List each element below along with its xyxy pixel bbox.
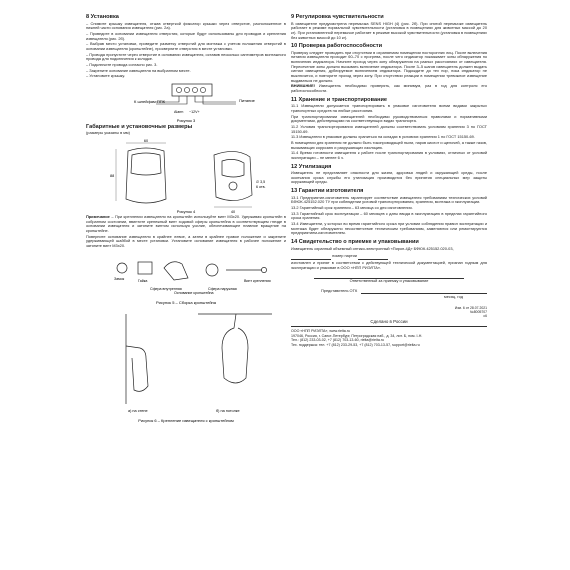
fig4-dim-60: 60 (143, 139, 149, 144)
warning-text: Извещатель необходимо проверять, как минимум, раз в год для контроля его работоспособности. (291, 83, 487, 94)
fig4-dim-6: 6 отв. (256, 185, 266, 190)
fig3-label-alarm: Alarm (174, 109, 184, 114)
section-8-step-4: – Проводa пропустите через отверстие в основании извещателя, оставив несколько сантиметров монтажного провода для подключения к колодке. (86, 51, 286, 62)
fig5-label-nut: Гайка (138, 278, 148, 283)
section-11-title: 11 Хранение и транспортирование (291, 96, 388, 103)
warning-paragraph (291, 84, 487, 93)
section-11-p2: При транспортировании извещателей необходимо руководствоваться правилами и нормативными документами, действующими на соответствующих видах транспорта. (291, 113, 487, 124)
fig4-dim-35: ∅ 3,5 (256, 180, 266, 185)
figure-5-bracket (86, 250, 286, 308)
doc-number: №8005707 (470, 309, 487, 314)
section-8-step-1: – Снимите крышку извещателя, отжав отверткой фиксатор крышки через отверстие, расположенное в нижней части основания извещателя (рис. 2а). (86, 20, 286, 31)
edition-label: Изм. 6 от 28.07.2021 (454, 305, 487, 310)
doc-meta (291, 306, 487, 319)
fig4-dim-88: 88 (110, 174, 115, 179)
section-11-p6: 11.4 Время готовности извещателя к работе после транспортирования в условиях, отличных от условий эксплуатации – не менее 6 ч. (291, 150, 487, 160)
company-line-1: ООО «НПП РИЭЛТА», www.rielta.ru (291, 329, 350, 334)
responsible-line (291, 273, 487, 283)
figure-3-wiring (86, 80, 286, 124)
fig5-label-base: Основание кронштейна (174, 290, 214, 295)
fig3-label-power: Питание (239, 97, 255, 103)
fig6-label-ceiling: б) на потолке (216, 408, 240, 413)
section-11-p4: 11.3 Извещатели в упаковке должны храниться на складах в условиях хранения 1 по ГОСТ 15150-69. (291, 134, 475, 140)
section-13-p2: 13.2 Гарантийный срок хранения – 63 месяца со дня изготовления. (291, 205, 413, 210)
figure-4-dimensions (86, 137, 286, 215)
sign-hint: месяц, год (444, 294, 463, 300)
left-column (86, 14, 286, 426)
dimensions-title: Габаритные и установочные размеры (86, 123, 193, 130)
fig5-label-sphere-in: Сфера внутренняя (150, 286, 182, 291)
section-8-step-2: – Проведите в основании извещателя отверстия, которые будут использованы для проводов и крепления извещателя (рис. 2б). (86, 30, 286, 41)
otk-blank (361, 288, 487, 294)
section-9-text: В извещателе предусмотрена перемычка SENS HIGH (4) (рис. 2б). При снятой перемычке извещатель работает в режиме нормальной чувствительности (установка в помещениях для животных массой до 20 кг). При установленной перемычке работает в режиме высокой чувствительности (установка в помещениях без животных массой до 10 кг). (291, 20, 487, 40)
dimensions-subtitle: (размеры указаны в мм) (86, 130, 130, 136)
fig5-label-lock: Замок (114, 276, 125, 281)
serial-line (291, 254, 487, 260)
fig4-dim-40: 40 (230, 210, 236, 215)
section-8-step-3: – Выбрав место установки, проведите разметку отверстий для монтажа с учетом положения отверстий в основании извещателя (кронштейне), просверлите отверстия в месте установки. (86, 41, 286, 51)
section-12-title: 12 Утилизация (291, 163, 332, 170)
section-13-p4: 13.4 Извещатели, у которых во время гарантийного срока при условии соблюдения правил эксплуатации и монтажа будет обнаружено несоответствие техническим требованиям, заменяются или ремонтируются предприятием-изготовителем. (291, 220, 487, 236)
serial-text: изготовлен и принят в соответствии с действующей технической документацией, признан годным для эксплуатации и упакован в ООО «НПП РИЭЛТА». (291, 259, 487, 270)
serial-number-blank (358, 254, 388, 260)
otk-label: Представитель ОТК (321, 288, 358, 294)
section-14-text: Извещатель охранный объемный оптико-электронный «Пирон-4Д» БФЮК.425152.020-03, (291, 245, 454, 251)
fig5-label-sphere-out: Сфера наружная (208, 286, 237, 291)
section-12-text: Извещатель не представляет опасности для жизни, здоровья людей и окружающей среды, после окончания срока службы его утилизация производится без принятия специальных мер защиты окружающей среды. (291, 170, 487, 185)
section-13-p3: 13.3 Гарантийный срок эксплуатации – 60 месяцев с даты ввода в эксплуатацию в пределах гарантийного срока хранения. (291, 210, 487, 221)
section-11-p3: 11.2 Условия транспортирования извещателей должны соответствовать условиям хранения 3 по ГОСТ 15150-69. (291, 123, 487, 134)
section-9-title: 9 Регулировка чувствительности (291, 14, 384, 20)
serial-blank (291, 254, 331, 260)
section-10-text: Проверку следует проводить при отсутствии в охраняемом помещении посторонних лиц. После включения питания извещателя проходит 60–70 с прогрева, после чего индикатор показывает зоны обнаружения по включению индикатора. Начните проход через зону обнаружения на разных расстояниях от извещателя. Пересечение зоны должно вызывать включение индикатора. После 3–5 шагов извещатель должен выдать сигнал извещения, дублируемое включением индикатора. Подождите до тех пор, пока индикатор не выключится, и повторите проход через зону. При отсутствии реакции в помещении тревожное извещение выдаваться не должно. (291, 49, 487, 83)
section-8-step-6: – Закрепите основание извещателя на выбранном месте. (86, 67, 191, 73)
section-11-p1: 11.1 Извещатели допускается транспортировать в упаковке изготовителя всеми видами закрытых транспортных средств на любые расстояния. (291, 103, 487, 113)
page-number: с6 (483, 314, 487, 319)
figure-6-mounting (86, 308, 286, 426)
fig3-label-12v: −12V+ (189, 109, 200, 114)
warning-title: ВНИМАНИЕ! (291, 83, 315, 89)
fig6-label-wall: а) на стене (128, 408, 148, 413)
section-8-step-5: – Подключите провода согласно рис. 3. (86, 61, 158, 67)
figure-3-caption: Рисунок 3 (176, 117, 196, 123)
fig5-label-screw: Винт крепления (244, 278, 271, 283)
section-13-title: 13 Гарантии изготовителя (291, 188, 364, 195)
section-10-title: 10 Проверка работоспособности (291, 43, 383, 50)
serial-label: номер партии (332, 253, 357, 259)
note-title: Примечание (86, 214, 110, 220)
made-in-russia: Сделано в России (370, 319, 408, 325)
figure-6-caption: Рисунок 6 – Крепление извещателя с кронштейном (138, 417, 234, 423)
responsible-label: Ответственный за приемку и упаковывание (349, 277, 429, 283)
fig3-label-k-ppk: К шлейфам ППК (134, 98, 165, 104)
figure-5-caption: Рисунок 5 – Сборка кронштейна (156, 299, 216, 305)
section-8-title: 8 Установка (86, 14, 119, 20)
note-text: – При креплении извещателя на кронштейн используйте винт М3х20. Удерживая кронштейн в собранном состоянии, ввинтите крепежный винт ходовой сферы кронштейна в соответствующем гнезде в основании извещателя и затяните винтом используя усилие, обеспечивающее плавное вращение на кронштейне. (86, 214, 286, 234)
section-8-step-7: – Установите крышку. (86, 73, 126, 79)
figure-4-caption: Рисунок 4 (176, 209, 196, 215)
section-11-p5: В помещении для хранения не должно быть токопроводящей пыли, паров кислот и щелочей, а также газов, вызывающих коррозию и разрушающих изоляцию. (291, 139, 487, 150)
company-line-2: 197046, Россия, г. Санкт-Петербург, Петроградская наб., д. 34, лит. Б, пом. I-Н. (291, 333, 423, 338)
note-paragraph-2: Поверните основание извещателя в крайнее левое, а затем в крайнее правое положение и закрепите удерживающей шайбой в месте установки. Установите основание извещателя в рабочее положение и затяните винт М3х20. (86, 233, 286, 248)
section-13-p1: 13.1 Предприятие-изготовитель гарантирует соответствие извещателя требованиям технических условий БФЮК.425152.020 ТУ при соблюдении условий транспортирования, хранения, монтажа и эксплуатации. (291, 194, 487, 205)
company-line-4: Тех. поддержка: тел. +7 (812) 233-29-53, +7 (812) 703-13-57, support@rielta.ru (291, 342, 420, 347)
section-14-title: 14 Свидетельство о приемке и упаковывании (291, 238, 419, 245)
right-column (291, 14, 487, 347)
company-footer (291, 326, 487, 347)
company-line-3: Тел.: (812) 233-03-02, +7 (812) 703-13-60, rielta@rielta.ru (291, 338, 385, 343)
note-paragraph (86, 215, 286, 234)
